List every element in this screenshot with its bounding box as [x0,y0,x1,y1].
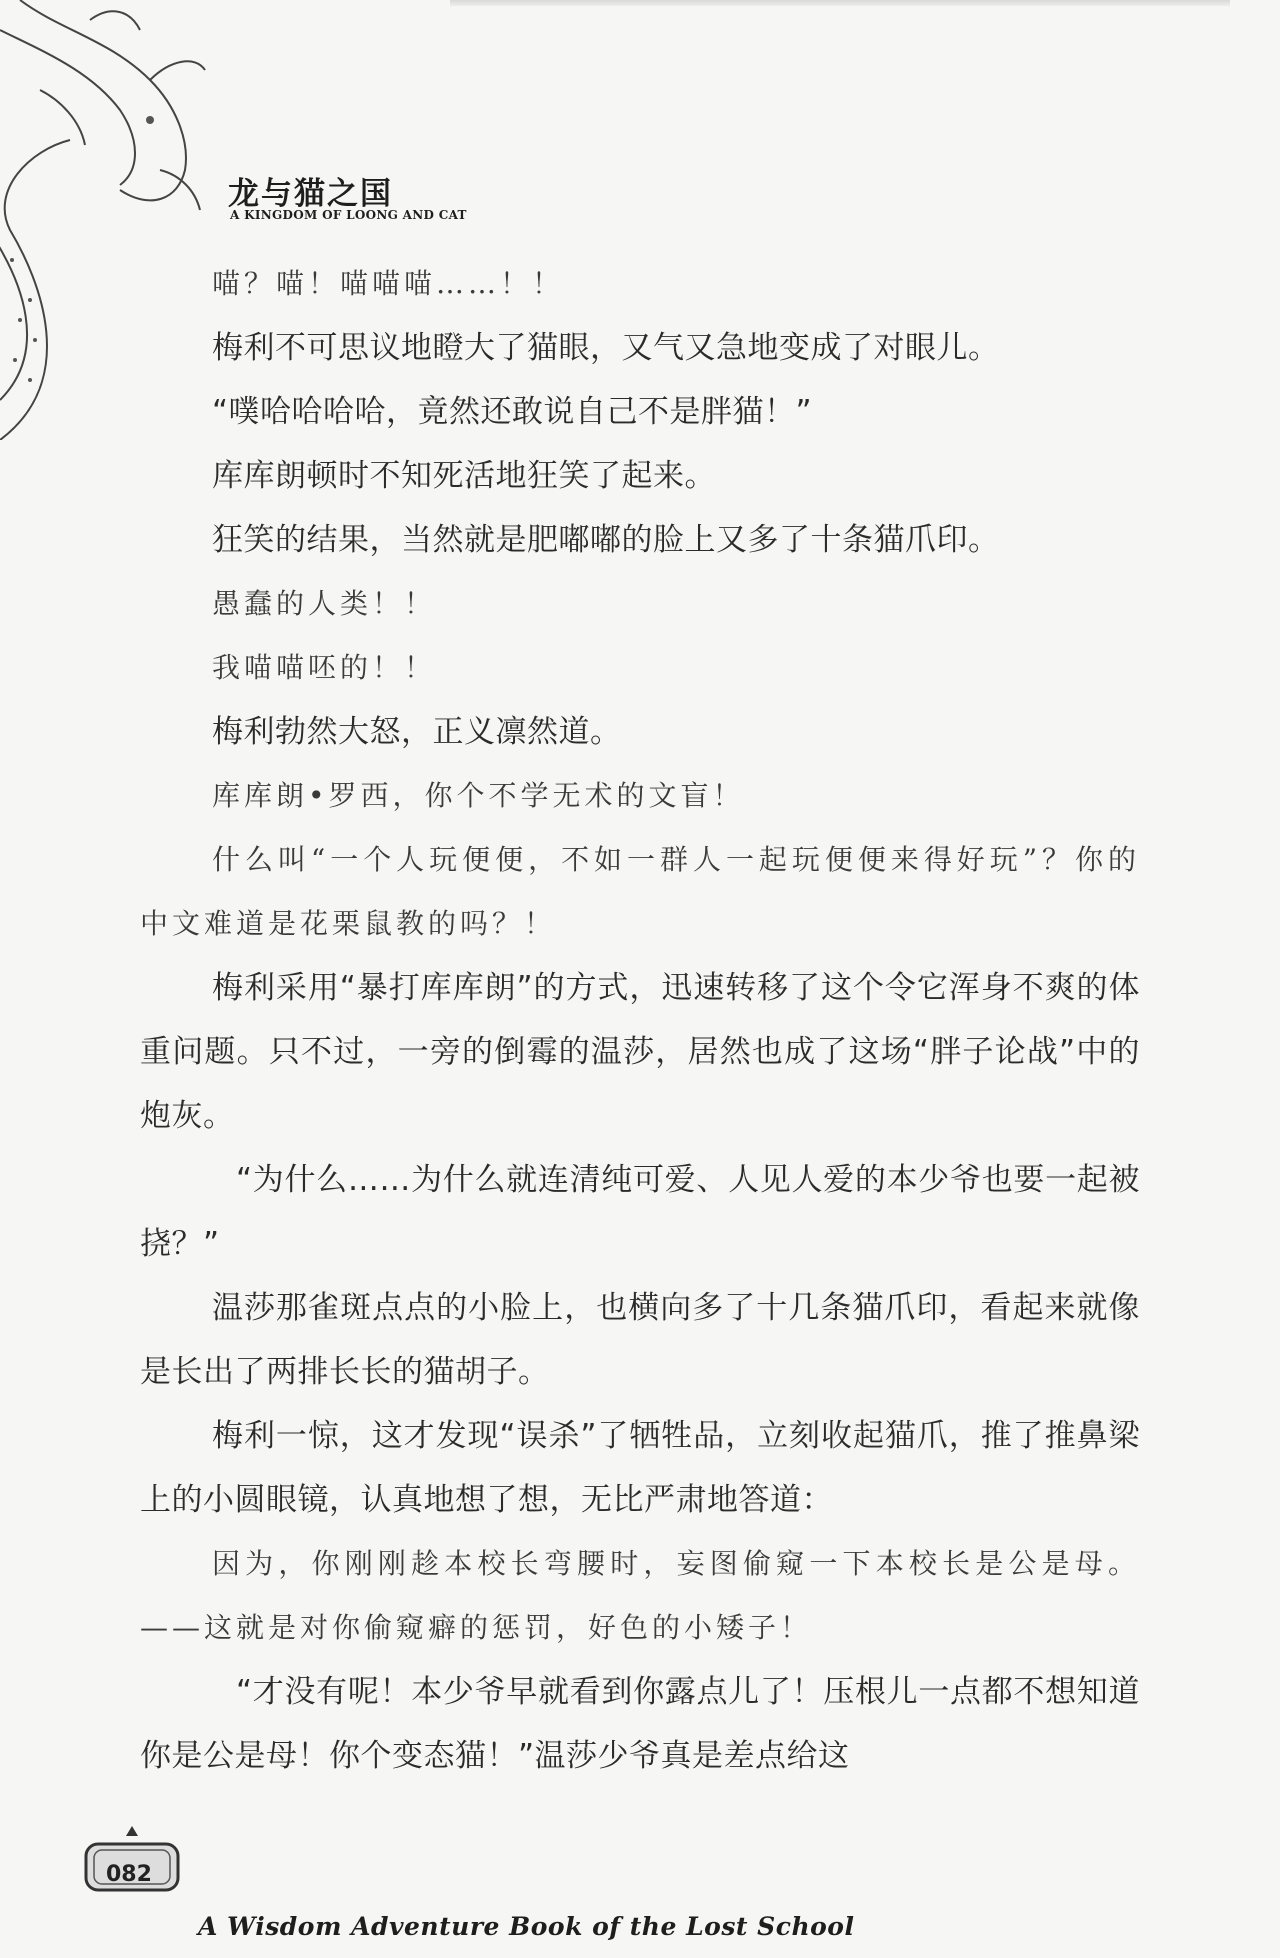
paragraph: 梅利勃然大怒，正义凛然道。 [212,714,622,750]
paragraph: 梅利一惊，这才发现“误杀”了牺牲品，立刻收起猫爪，推了推鼻梁上的小圆眼镜，认真地想了想，无比严肃地答道： [140,1418,1140,1518]
page-number: 082 [106,1862,152,1887]
paragraph: 什么叫“一个人玩便便，不如一群人一起玩便便来得好玩”？你的中文难道是花栗鼠教的吗？！ [140,843,1140,940]
paragraph: 梅利采用“暴打库库朗”的方式，迅速转移了这个令它浑身不爽的体重问题。只不过，一旁的倒霉的温莎，居然也成了这场“胖子论战”中的炮灰。 [140,970,1140,1134]
paragraph: 库库朗•罗西，你个不学无术的文盲！ [212,779,745,812]
book-title: 龙与猫之国 [228,176,393,212]
body-text [140,252,1140,1788]
footer-series-title: A Wisdom Adventure Book of the Lost School [198,1912,855,1941]
book-subtitle: A KINGDOM OF LOONG AND CAT [230,208,467,222]
paragraph: “噗哈哈哈哈，竟然还敢说自己不是胖猫！” [212,394,813,430]
paragraph: “才没有呢！本少爷早就看到你露点儿了！压根儿一点都不想知道你是公是母！你个变态猫！”温莎少爷真是差点给这 [140,1674,1140,1774]
paragraph: 库库朗顿时不知死活地狂笑了起来。 [212,458,716,494]
paragraph: 喵？喵！喵喵喵……！！ [212,267,565,300]
paragraph: 因为，你刚刚趁本校长弯腰时，妄图偷窥一下本校长是公是母。——这就是对你偷窥癖的惩罚，好色的小矮子！ [140,1547,1140,1644]
paragraph: 温莎那雀斑点点的小脸上，也横向多了十几条猫爪印，看起来就像是长出了两排长长的猫胡子。 [140,1290,1140,1390]
paragraph: 梅利不可思议地瞪大了猫眼，又气又急地变成了对眼儿。 [212,330,1000,366]
paragraph: 我喵喵呸的！！ [212,651,437,684]
top-rule [450,0,1230,6]
paragraph: 狂笑的结果，当然就是肥嘟嘟的脸上又多了十条猫爪印。 [212,522,1000,558]
paragraph: 愚蠢的人类！！ [212,587,437,620]
paragraph: “为什么……为什么就连清纯可爱、人见人爱的本少爷也要一起被挠？” [140,1162,1140,1262]
